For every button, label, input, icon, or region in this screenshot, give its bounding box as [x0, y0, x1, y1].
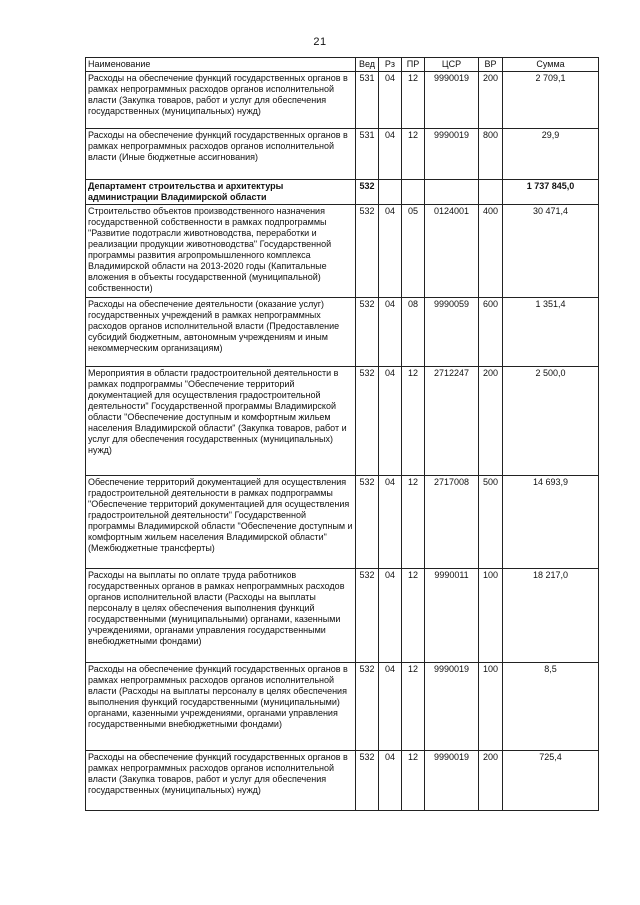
- row-csr: 9990059: [425, 298, 479, 367]
- row-name: Расходы на обеспечение функций государственных органов в рамках непрограммных расходов органов исполнительной власти (Расходы на выплаты персоналу в целях обеспечения выполнения функций государственными (муниципальными) органами, казенными учреждениями, органами управления государственными внебюджетными фондами): [86, 663, 356, 751]
- row-csr: 2712247: [425, 367, 479, 476]
- row-name: Департамент строительства и архитектуры администрации Владимирской области: [86, 180, 356, 205]
- row-pr: [402, 180, 425, 205]
- table-row: [86, 476, 599, 569]
- row-rz: 04: [379, 367, 402, 476]
- row-name: Расходы на выплаты по оплате труда работников государственных органов в рамках непрограммных расходов органов исполнительной власти (Расходы на выплаты персоналу в целях обеспечения выполнения функций государственными (муниципальными) органами, казенными учреждениями, органами управления государственными внебюджетными фондами): [86, 569, 356, 663]
- header-sum: Сумма: [503, 58, 599, 72]
- row-vr: 200: [479, 751, 503, 811]
- row-rz: 04: [379, 569, 402, 663]
- row-pr: 12: [402, 751, 425, 811]
- row-ved: 532: [356, 367, 379, 476]
- table-row: [86, 129, 599, 180]
- page-number: 21: [313, 36, 327, 48]
- row-pr: 12: [402, 129, 425, 180]
- row-sum: 8,5: [503, 663, 599, 751]
- row-sum: 1 351,4: [503, 298, 599, 367]
- table-row: [86, 569, 599, 663]
- row-csr: 9990019: [425, 72, 479, 129]
- row-name: Строительство объектов производственного назначения государственной собственности в рамках подпрограммы "Развитие подотрасли животноводства, переработки и реализации продукции животноводства" Государственной программы развития агропромышленного комплекса Владимирской области на 2013-2020 годы (Капитальные вложения в объекты государственной (муниципальной) собственности): [86, 205, 356, 298]
- row-name: Расходы на обеспечение функций государственных органов в рамках непрограммных расходов органов исполнительной власти (Закупка товаров, работ и услуг для обеспечения государственных (муниципальных) нужд): [86, 72, 356, 129]
- header-csr: ЦСР: [425, 58, 479, 72]
- header-rz: Рз: [379, 58, 402, 72]
- row-vr: 600: [479, 298, 503, 367]
- row-name: Расходы на обеспечение функций государственных органов в рамках непрограммных расходов органов исполнительной власти (Иные бюджетные ассигнования): [86, 129, 356, 180]
- row-ved: 532: [356, 663, 379, 751]
- row-csr: 9990019: [425, 751, 479, 811]
- row-csr: 0124001: [425, 205, 479, 298]
- row-vr: 200: [479, 72, 503, 129]
- table-row: [86, 72, 599, 129]
- row-sum: 29,9: [503, 129, 599, 180]
- row-pr: 12: [402, 663, 425, 751]
- header-ved: Вед: [356, 58, 379, 72]
- row-vr: 400: [479, 205, 503, 298]
- row-sum: 1 737 845,0: [503, 180, 599, 205]
- table-row: [86, 663, 599, 751]
- row-rz: 04: [379, 205, 402, 298]
- row-ved: 532: [356, 569, 379, 663]
- row-vr: 100: [479, 663, 503, 751]
- row-sum: 14 693,9: [503, 476, 599, 569]
- row-csr: 9990019: [425, 663, 479, 751]
- row-rz: 04: [379, 663, 402, 751]
- table-row: [86, 298, 599, 367]
- row-csr: 9990019: [425, 129, 479, 180]
- row-name: Обеспечение территорий документацией для осуществления градостроительной деятельности в рамках подпрограммы "Обеспечение территорий документацией для осуществления градостроительной деятельности" Государственной программы Владимирской области "Обеспечение доступным и комфортным жильем населения Владимирской области" (Межбюджетные трансферты): [86, 476, 356, 569]
- table-row: [86, 367, 599, 476]
- row-rz: 04: [379, 476, 402, 569]
- row-ved: 532: [356, 751, 379, 811]
- table-row-department: [86, 180, 599, 205]
- header-vr: ВР: [479, 58, 503, 72]
- row-ved: 532: [356, 476, 379, 569]
- budget-table: [85, 57, 599, 811]
- row-rz: 04: [379, 751, 402, 811]
- row-rz: [379, 180, 402, 205]
- row-csr: [425, 180, 479, 205]
- header-pr: ПР: [402, 58, 425, 72]
- row-pr: 12: [402, 367, 425, 476]
- header-name: Наименование: [86, 58, 356, 72]
- table-row: [86, 205, 599, 298]
- row-csr: 9990011: [425, 569, 479, 663]
- row-vr: 100: [479, 569, 503, 663]
- row-rz: 04: [379, 72, 402, 129]
- row-sum: 725,4: [503, 751, 599, 811]
- row-sum: 30 471,4: [503, 205, 599, 298]
- row-sum: 2 500,0: [503, 367, 599, 476]
- row-vr: 500: [479, 476, 503, 569]
- row-pr: 12: [402, 476, 425, 569]
- table-row: [86, 751, 599, 811]
- row-rz: 04: [379, 298, 402, 367]
- row-ved: 532: [356, 298, 379, 367]
- row-rz: 04: [379, 129, 402, 180]
- row-ved: 531: [356, 72, 379, 129]
- row-vr: 200: [479, 367, 503, 476]
- row-name: Мероприятия в области градостроительной деятельности в рамках подпрограммы "Обеспечение территорий документацией для осуществления градостроительной деятельности" Государственной программы Владимирской области "Обеспечение доступным и комфортным жильем населения Владимирской области" (Закупка товаров, работ и услуг для обеспечения государственных (муниципальных) нужд): [86, 367, 356, 476]
- row-ved: 531: [356, 129, 379, 180]
- row-sum: 2 709,1: [503, 72, 599, 129]
- row-pr: 08: [402, 298, 425, 367]
- row-ved: 532: [356, 205, 379, 298]
- row-ved: 532: [356, 180, 379, 205]
- row-pr: 05: [402, 205, 425, 298]
- row-csr: 2717008: [425, 476, 479, 569]
- row-sum: 18 217,0: [503, 569, 599, 663]
- row-name: Расходы на обеспечение функций государственных органов в рамках непрограммных расходов органов исполнительной власти (Закупка товаров, работ и услуг для обеспечения государственных (муниципальных) нужд): [86, 751, 356, 811]
- row-vr: 800: [479, 129, 503, 180]
- row-vr: [479, 180, 503, 205]
- row-name: Расходы на обеспечение деятельности (оказание услуг) государственных учреждений в рамках непрограммных расходов органов исполнительной власти (Предоставление субсидий бюджетным, автономным учреждениям и иным некоммерческим организациям): [86, 298, 356, 367]
- row-pr: 12: [402, 72, 425, 129]
- table-header-row: [86, 58, 599, 72]
- row-pr: 12: [402, 569, 425, 663]
